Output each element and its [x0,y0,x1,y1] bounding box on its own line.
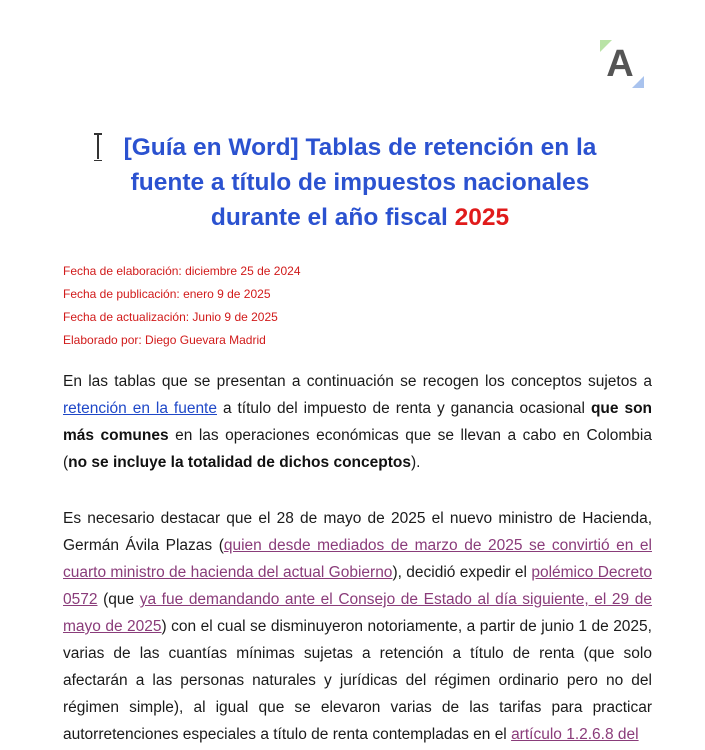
p1-text-4: ). [410,454,421,471]
p2-text-1: Es necesario destacar que el 28 de mayo de 2025 el nuevo ministro de Hacienda, Germán Ávila Plazas ( [63,510,652,554]
title-line-1: [Guía en Word] Tablas de retención en la [123,134,597,161]
p1-text-2: a título del impuesto de renta y ganancia ocasional [217,400,591,417]
logo-letter: A [606,43,634,85]
link-cuarto-ministro[interactable]: quien desde mediados de marzo de 2025 se convirtió en el cuarto ministro de hacienda del actual Gobierno [63,537,652,581]
p2-text-4: ) con el cual se disminuyeron notoriamente, a partir de junio 1 de 2025, varias de las cuantías mínimas sujetas a retención a título de renta (que solo afectarán a las personas naturales y jurídicas del régimen ordinario pero no del régimen simple), al igual que se elevaron varias de las tarifas para practicar autorretenciones especiales a título de renta contempladas en el [63,618,652,743]
title-line-3-text: durante el año fiscal [210,204,455,231]
title-year: 2025 [454,204,510,231]
fecha-actualizacion: Fecha de actualización: Junio 9 de 2025 [63,310,278,324]
paragraph-1 [63,368,652,476]
p1-bold-1: que son más comunes [63,400,653,444]
p1-text-1: En las tablas que se presentan a continuación se recogen los conceptos sujetos a [63,373,652,390]
link-articulo-1268[interactable]: artículo 1.2.6.8 del [511,726,639,743]
fecha-elaboracion: Fecha de elaboración: diciembre 25 de 2024 [63,264,301,278]
autor: Elaborado por: Diego Guevara Madrid [63,333,266,347]
p1-bold-2: no se incluye la totalidad de dichos conceptos [68,454,411,471]
document-title [70,130,650,235]
brand-logo [598,40,646,88]
p2-text-3: (que [97,591,140,608]
p2-text-2: ), decidió expedir el [392,564,532,581]
title-line-2: fuente a título de impuestos nacionales [130,169,590,196]
link-decreto-0572[interactable]: polémico Decreto 0572 [63,564,653,608]
fecha-publicacion: Fecha de publicación: enero 9 de 2025 [63,287,271,301]
document-metadata [63,260,301,352]
link-retencion-fuente[interactable]: retención en la fuente [63,400,217,417]
p1-text-3: en las operaciones económicas que se llevan a cabo en Colombia ( [63,427,652,471]
title-line-3 [70,200,650,235]
paragraph-2 [63,505,652,748]
link-demanda-consejo-estado[interactable]: ya fue demandando ante el Consejo de Estado al día siguiente, el 29 de mayo de 2025 [63,591,652,635]
